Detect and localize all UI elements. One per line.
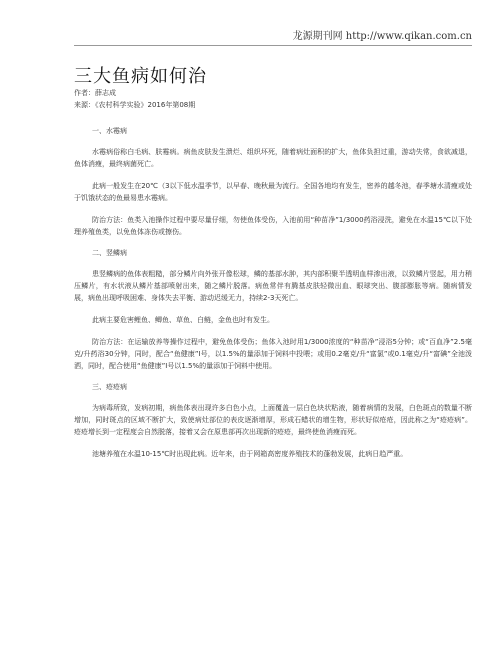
section-mildew [74,126,472,238]
paragraph: 防治方法：鱼类入池操作过程中要尽量仔细，勿使鱼体受伤，入池前用“种苗净”1/3000药浴浸洗，避免在水温15℃以下处理养殖鱼类，以免鱼体冻伤或擦伤。 [74,216,472,236]
paragraph: 此病主要危害鲤鱼、鲫鱼、草鱼、白鲢，金鱼也时有发生。 [92,316,274,324]
paragraph: 水霉病俗称白毛病、肤霉病。病鱼皮肤发生溃烂、组织坏死，随着病灶面积的扩大，鱼体负担过重，游动失常，食欲减退，鱼体消瘦，最终病菌死亡。 [74,148,472,168]
paragraph: 患竖鳞病的鱼体表粗糙，部分鳞片向外张开像松球，鳞的基部水肿，其内部积聚半透明血样渗出液，以致鳞片竖起，用力稍压鳞片，有水状液从鳞片基部喷射出来，随之鳞片脱落。病鱼常伴有腾基皮肤轻微出血、眼球突出、腹部膨胀等病。随病情发展，病鱼出现呼吸困难、身体失去平衡、游动迟缓无力，持续2-3天死亡。 [74,270,472,302]
paragraph: 此病一般发生在20℃（3以下低水温季节，以早春、晚秋最为流行。全国各地均有发生，密养的越冬池，春季塘水清瘦或处于饥饿状态的鱼最易患水霉病。 [74,182,472,202]
section-pox-disease [74,382,472,460]
section-scale-disease [74,248,472,372]
paragraph: 防治方法：在运输放养等操作过程中，避免鱼体受伤；鱼体入池时用1/3000浓度的“种苗净”浸浴5分钟；或“百血净”2.5毫克/升药浴30分钟，同时，配合“鱼健康”Ⅰ号，以1.5%的量添加于饲料中投喂；或用0.2毫克/升“富氯”或0.1毫克/升“富碘”全池泼洒，同时，配合使用“鱼健康”Ⅰ号以1.5%的量添加于饲料中使用。 [74,338,472,370]
paragraph: 为病毒所致，发病初期，病鱼体表出现许多白色小点，上面覆盖一层白色块状粘液，随着病情的发展，白色斑点的数量不断增加，同时斑点的区域不断扩大，致使病灶部位的表皮逐渐增厚，形成石蜡状的增生物，形状好似疮疮，因此称之为“疮疮病”。疮疮增长到一定程度会自然脱落，接着又会在原患部再次出现新的疮疮，最终使鱼消瘦而死。 [74,404,472,436]
section-heading: 二、竖鳞病 [92,249,127,257]
header-divider [74,45,472,46]
section-heading: 一、水霉病 [92,127,127,135]
article-author: 作者：薛志成 [74,89,116,97]
section-heading: 三、疮疮病 [92,383,127,391]
article-body [74,126,472,470]
paragraph: 池塘养殖在水温10-15℃时出现此病。近年来，由于网箱高密度养殖技术的蓬勃发展，此病日趋严重。 [92,450,408,458]
site-header: 龙源期刊网 http://www.qikan.com.cn [292,31,472,42]
article-source: 来源：《农村科学实验》2016年第08期 [74,101,196,109]
article-title: 三大鱼病如何治 [74,66,207,87]
